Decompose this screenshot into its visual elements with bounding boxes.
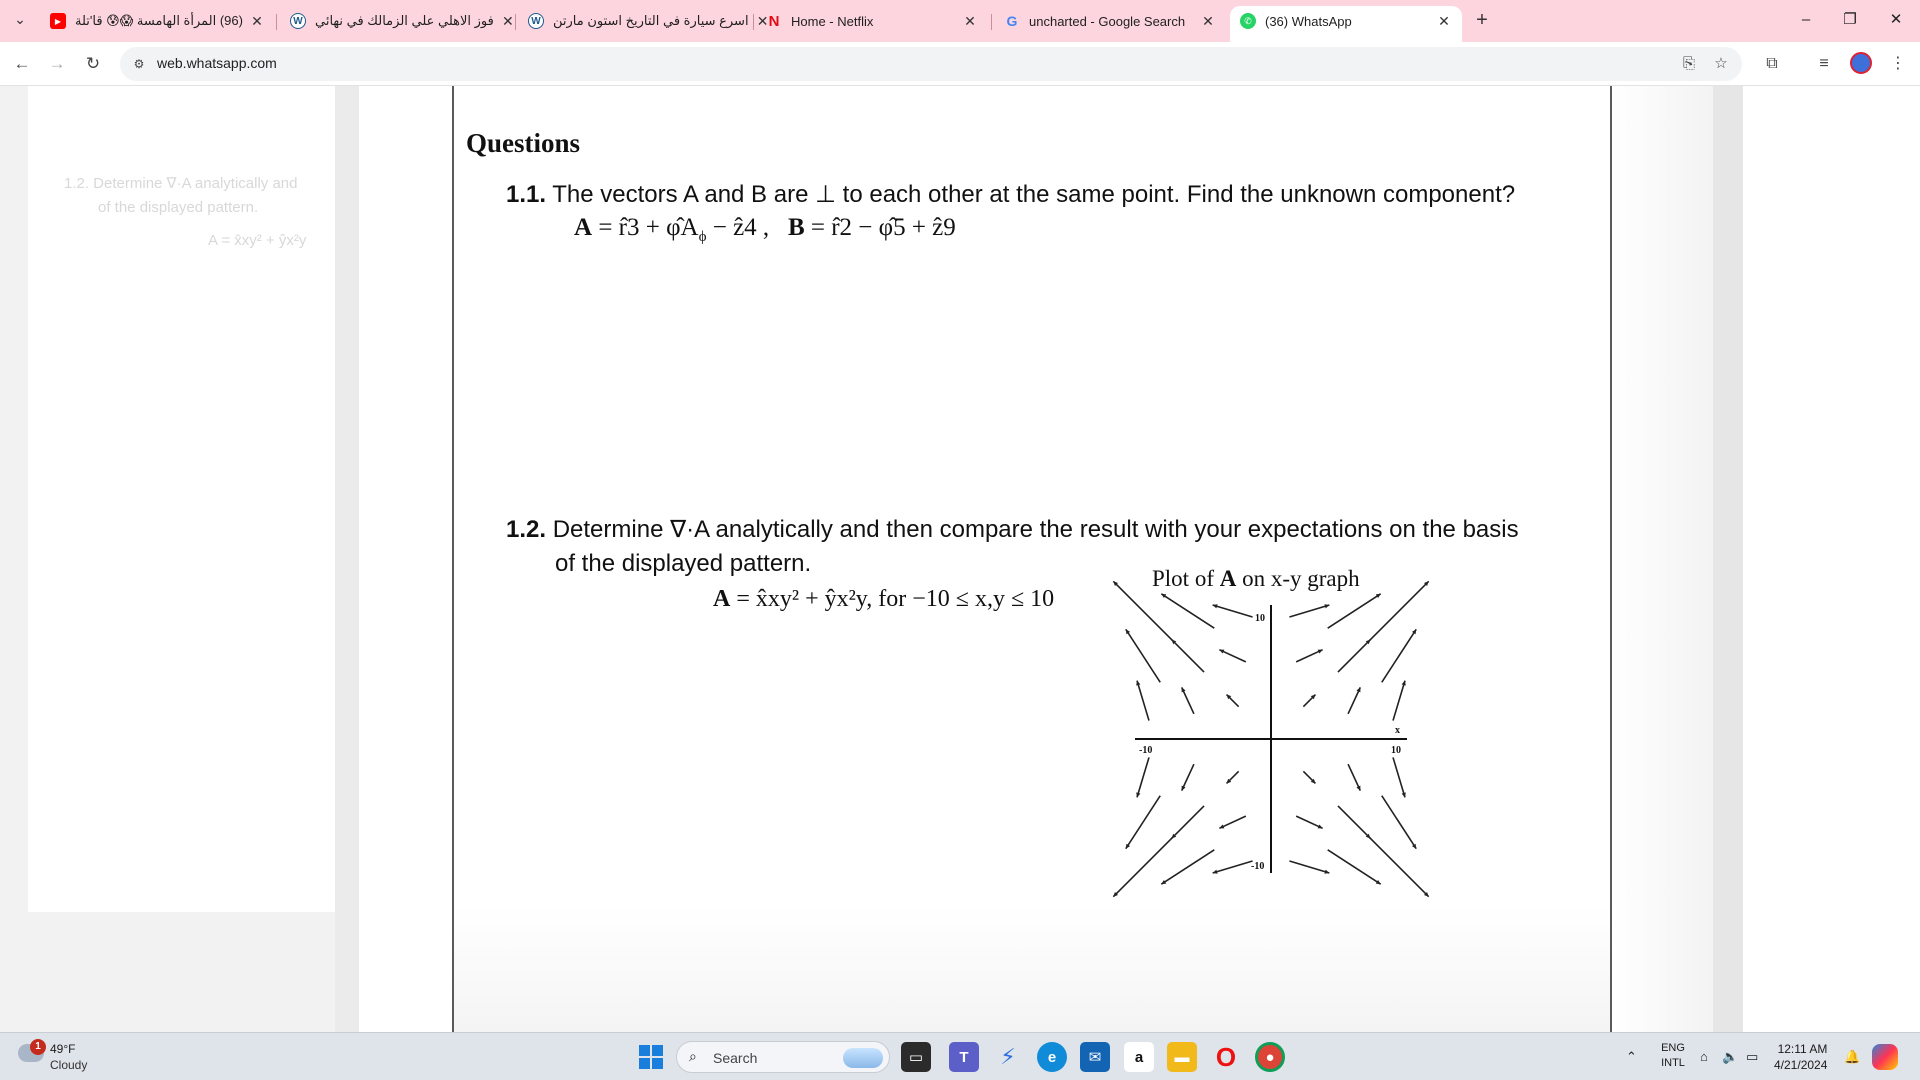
question-number: 1.2.	[506, 516, 547, 543]
question-text: The vectors A and B are ⊥ to each other at the same point. Find the unknown component?	[552, 181, 1516, 208]
whatsapp-image-viewer	[0, 86, 1920, 1032]
volume-icon[interactable]: 🔈	[1722, 1049, 1739, 1064]
field-arrow	[1289, 861, 1329, 873]
field-arrow	[1172, 640, 1204, 672]
plot-title-vector: A	[1219, 566, 1237, 591]
vector-label: A	[574, 214, 593, 241]
browser-toolbar	[0, 42, 1920, 86]
close-tab-icon[interactable]: ✕	[501, 12, 514, 29]
equation-text: − ẑ4 ,	[706, 214, 770, 241]
install-app-icon[interactable]: ⎘	[1682, 55, 1695, 72]
ghost-text: 1.2. Determine ∇·A analytically and	[64, 175, 298, 192]
close-tab-icon[interactable]: ✕	[251, 12, 263, 29]
field-arrow	[1338, 640, 1370, 672]
field-arrow	[1393, 757, 1405, 797]
chevron-down-icon: ⌄	[14, 10, 26, 27]
back-button[interactable]	[10, 52, 34, 76]
subscript: ϕ	[698, 229, 707, 245]
amazon-icon[interactable]: a	[1124, 1042, 1154, 1072]
tab-youtube[interactable]	[40, 6, 272, 36]
field-arrow	[1137, 757, 1149, 797]
media-control-icon[interactable]: ≡	[1819, 55, 1829, 72]
plus-icon: +	[1476, 9, 1488, 31]
left-panel	[0, 86, 335, 1032]
browser-tabstrip	[0, 0, 1920, 42]
field-arrow	[1172, 806, 1204, 838]
copilot-icon[interactable]: ⚡	[1000, 1044, 1016, 1069]
document-shadow	[454, 906, 1610, 1032]
tab-title: فوز الاهلي علي الزمالك في نهائي	[315, 13, 494, 28]
search-highlight-icon	[843, 1048, 883, 1068]
minimize-button[interactable]	[1786, 8, 1826, 32]
extensions-icon[interactable]: ⧉	[1766, 55, 1778, 72]
clock-date: 4/21/2024	[1774, 1058, 1828, 1072]
tab-divider	[991, 14, 992, 30]
reload-icon: ↻	[85, 54, 101, 73]
arrow-left-icon: ←	[13, 54, 31, 73]
tab-title: (96) المرأة الهامسة 😱😰 قا'تلة	[75, 13, 243, 28]
field-arrow	[1338, 806, 1370, 838]
question-1-1	[506, 180, 1515, 209]
bookmark-star-icon[interactable]: ☆	[1714, 55, 1728, 72]
previous-image-preview[interactable]	[28, 86, 335, 912]
teams-icon[interactable]: T	[949, 1042, 979, 1072]
field-arrow	[1213, 861, 1253, 873]
profile-avatar[interactable]	[1850, 52, 1872, 74]
chrome-icon[interactable]: ●	[1255, 1042, 1285, 1072]
windows-logo-icon	[639, 1045, 663, 1069]
tab-title: uncharted - Google Search	[1029, 13, 1186, 29]
mail-icon[interactable]: ✉	[1080, 1042, 1110, 1072]
tab-title: Home - Netflix	[791, 13, 874, 29]
field-arrow	[1289, 605, 1329, 617]
tick-label-y-max: 10	[1255, 613, 1265, 624]
plot-title-text: on x-y graph	[1236, 566, 1360, 591]
battery-icon[interactable]: ▭	[1746, 1049, 1759, 1064]
weather-description[interactable]: Cloudy	[50, 1058, 88, 1072]
ghost-text: A = x̂xy² + ŷx²y	[208, 232, 307, 249]
field-arrow	[1137, 681, 1149, 721]
close-tab-icon[interactable]: ✕	[1202, 12, 1214, 29]
equation-text: = x̂xy² + ŷx²y, for −10 ≤ x,y ≤ 10	[736, 586, 1055, 612]
google-icon: G	[1006, 13, 1018, 29]
tab-title: اسرع سيارة في التاريخ استون مارتن	[553, 13, 749, 28]
right-panel	[1743, 86, 1920, 1032]
language-code: ENG	[1661, 1042, 1685, 1054]
close-tab-icon[interactable]: ✕	[964, 12, 976, 29]
equation-field	[713, 586, 1054, 613]
field-arrow	[1393, 681, 1405, 721]
wordpress-icon: W	[290, 13, 306, 29]
tick-label-x-max: 10	[1391, 745, 1401, 756]
tab-title: (36) WhatsApp	[1265, 13, 1352, 29]
ghost-text: of the displayed pattern.	[98, 199, 259, 216]
search-placeholder: Search	[713, 1050, 758, 1066]
field-arrow	[1213, 605, 1253, 617]
url-text[interactable]: web.whatsapp.com	[157, 55, 277, 71]
keyboard-layout: INTL	[1661, 1057, 1685, 1069]
language-indicator[interactable]	[1655, 1041, 1691, 1071]
viewer-gutter	[335, 86, 359, 1032]
tab-divider	[515, 14, 516, 30]
question-text: Determine ∇·A analytically and then compare the result with your expectations on the basis	[552, 516, 1519, 543]
forward-button[interactable]	[45, 52, 69, 76]
taskbar-search-box[interactable]	[676, 1041, 890, 1073]
site-settings-icon[interactable]: ⚙	[133, 57, 145, 71]
question-number: 1.1.	[506, 181, 547, 208]
tab-wordpress-1[interactable]	[280, 6, 512, 36]
document-margin	[1612, 86, 1713, 1032]
restore-button[interactable]	[1830, 8, 1870, 32]
vector-label: B	[787, 214, 805, 241]
tab-divider	[276, 14, 277, 30]
windows-taskbar	[0, 1032, 1920, 1080]
new-tab-button[interactable]	[1470, 9, 1494, 33]
question-text-line2: of the displayed pattern.	[555, 550, 812, 577]
x-axis-label: x	[1395, 725, 1400, 736]
equation-text: = r̂3 + φ̂A	[598, 214, 699, 241]
tab-netflix[interactable]	[756, 6, 988, 36]
system-clock[interactable]	[1774, 1041, 1827, 1073]
tab-wordpress-2[interactable]	[518, 6, 769, 36]
close-icon: ✕	[1889, 11, 1903, 28]
vector-label: A	[713, 586, 731, 612]
notification-bell-icon[interactable]: 🔔	[1844, 1049, 1861, 1064]
weather-temperature[interactable]: 49°F	[50, 1042, 76, 1056]
tab-whatsapp[interactable]	[1230, 6, 1462, 42]
arrow-right-icon: →	[48, 54, 66, 73]
menu-kebab-icon[interactable]: ⋮	[1890, 55, 1906, 72]
start-button[interactable]	[636, 1042, 666, 1072]
tab-divider	[753, 14, 754, 30]
task-view-icon[interactable]: ▭	[901, 1042, 931, 1072]
minimize-icon: –	[1801, 11, 1811, 28]
opera-icon[interactable]: O	[1215, 1041, 1237, 1072]
close-tab-icon[interactable]: ✕	[1438, 12, 1450, 29]
viewer-gutter	[1713, 86, 1743, 1032]
clock-time: 12:11 AM	[1777, 1042, 1828, 1056]
network-icon[interactable]: ⌂	[1700, 1049, 1708, 1064]
search-icon: ⌕	[689, 1048, 697, 1064]
close-tab-icon[interactable]: ✕	[756, 12, 769, 29]
netflix-icon: N	[768, 12, 780, 30]
edge-icon[interactable]: e	[1037, 1042, 1067, 1072]
equation-a	[574, 214, 956, 246]
youtube-icon: ▶	[50, 13, 66, 29]
tick-label-y-min: -10	[1251, 861, 1265, 872]
notification-badge: 1	[30, 1039, 46, 1055]
restore-icon: ❐	[1843, 11, 1857, 28]
file-explorer-icon[interactable]: ▬	[1167, 1042, 1197, 1072]
address-bar[interactable]	[120, 47, 1742, 81]
equation-text: = r̂2 − φ̂5 + ẑ9	[810, 214, 956, 241]
tab-google-search[interactable]	[994, 6, 1226, 36]
question-1-2	[506, 515, 1519, 544]
whatsapp-icon: ✆	[1240, 13, 1256, 29]
plot-title-text: Plot of	[1152, 566, 1220, 591]
wordpress-icon: W	[528, 13, 544, 29]
reload-button[interactable]	[81, 52, 105, 76]
document-border	[452, 86, 454, 1032]
tab-search-button[interactable]	[8, 7, 32, 31]
close-window-button[interactable]	[1876, 8, 1916, 32]
plot-title	[1152, 566, 1360, 592]
page-title: Questions	[466, 128, 581, 158]
tick-label-x-min: -10	[1139, 745, 1153, 756]
show-hidden-icons-icon[interactable]: ⌃	[1626, 1049, 1637, 1064]
vector-field-plot	[1135, 605, 1407, 873]
copilot-pre-icon[interactable]	[1872, 1044, 1898, 1070]
